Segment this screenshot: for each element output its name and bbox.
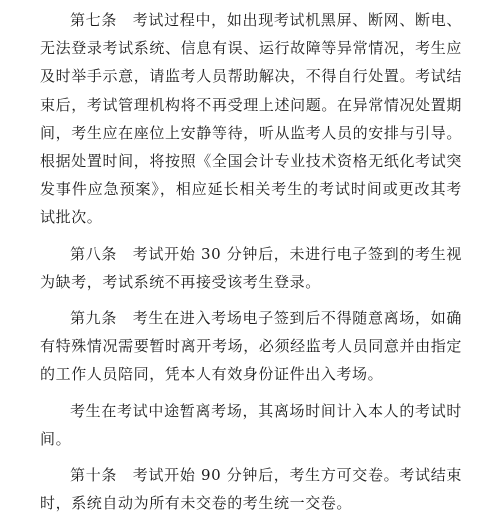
paragraph-article-9: 第九条 考生在进入考场电子签到后不得随意离场，如确有特殊情况需要暂时离开考场，必须经监考人员同意并由指定的工作人员陪同，凭本人有效身份证件出入考场。: [40, 309, 462, 384]
paragraph-article-8: 第八条 考试开始 30 分钟后，未进行电子签到的考生视为缺考，考试系统不再接受该考生登录。: [40, 244, 462, 291]
paragraph-article-10: 第十条 考试开始 90 分钟后，考生方可交卷。考试结束时，系统自动为所有未交卷的考生统一交卷。: [40, 466, 462, 513]
paragraph-article-7: 第七条 考试过程中，如出现考试机黑屏、断网、断电、无法登录考试系统、信息有误、运行故障等异常情况，考生应及时举手示意，请监考人员帮助解决，不得自行处置。考试结束后，考试管理机构将不再受理上述问题。在异常情况处置期间，考生应在座位上安静等待，听从监考人员的安排与引导。根据处置时间，将按照《全国会计专业技术资格无纸化考试突发事件应急预案》，相应延长相关考生的考试时间或更改其考试批次。: [40, 11, 462, 227]
paragraph-temporary-leave: 考生在考试中途暂离考场，其离场时间计入本人的考试时间。: [40, 401, 462, 448]
